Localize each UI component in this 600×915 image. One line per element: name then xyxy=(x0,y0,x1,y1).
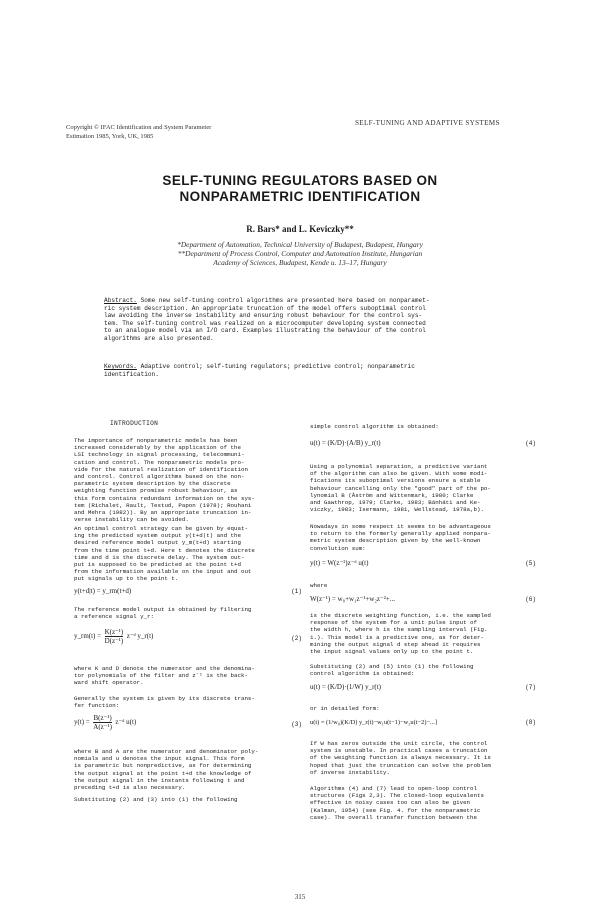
right-paragraph-2: Using a polynomial separation, a predictive variant of the algorithm can also be given. With some modi- fications its suboptimal versions ensure a stable behaviour cancelling only the "good" part of the po- lynomial B (Åström and Wittenmark, 1980; Clarke and Gawthrop, 1979; Clarke, 1983; Bánháti and Ke- viczky, 1983; Isermann, 1981, Wellstead, 1978a,b). xyxy=(310,463,491,514)
abstract-line: law avoiding the inverse instability and ensuring robust behaviour for the control sys- xyxy=(104,312,423,320)
affiliation-line: **Department of Process Control, Computer and Automation Institute, Hungarian xyxy=(177,249,423,259)
right-where: where xyxy=(310,582,328,589)
intro-paragraph-1: The importance of nonparametric models has been increased considerably by the application of the LSI technology in signal processing, telecommuni- cation and control. The nonparametric models pro- vide for the natural realization of identification and control. Control algorithms based on the non- parametric system description by the discrete weighting function promise robust behaviour, as this form contains redundant information on the sys- tem (Richalet, Rault, Testud, Papon (1978); Rouhani and Mehra (1982)). By an appropriate truncation in- verse instability can be avoided. xyxy=(74,437,255,524)
keywords-line: Adaptive control; self-tuning regulators; predictive control; nonparametric xyxy=(140,363,415,370)
copyright-line-2: Estimation 1985, York, UK, 1985 xyxy=(66,133,154,140)
equation-8: u(t) = (1/w₀)(K/D) y_r(t)−w₁u(t−1)−w₂u(t−2)−...] (8) xyxy=(310,719,536,726)
intro-paragraph-4: where K and D denote the numerator and the denomina- tor polynomials of the filter and z⁻¹ is the back- ward shift operator. xyxy=(74,665,255,687)
equation-4: u(t) = (K/D)·(A/B) y_r(t) (4) xyxy=(310,439,536,447)
intro-paragraph-5: Generally the system is given by its discrete trans- fer function: xyxy=(74,695,255,710)
intro-paragraph-2: An optimal control strategy can be given by equat- ing the predicted system output y(t+d|t) and the desired reference model output y_m(t+d) starting from the time point t+d. Here t denotes the discrete time and d is the discrete delay. The system out- put is supposed to be predicted at the point t+d from the information available on the input and out put signals up to the point t. xyxy=(74,525,255,583)
title-line-2: NONPARAMETRIC IDENTIFICATION xyxy=(179,189,421,204)
abstract xyxy=(104,297,500,343)
authors: R. Bars* and L. Keviczky** xyxy=(246,224,354,234)
affiliations xyxy=(0,240,600,268)
copyright-notice xyxy=(66,123,286,141)
right-paragraph-4: is the discrete weighting function, i.e. the sampled response of the system for a unit pulse input of the width h, where h is the sampling interval (Fig. 1.). This model is a predictive one, as for deter- mining the output signal d step ahead it requires the input signal values only up to the point t. xyxy=(310,612,491,656)
abstract-line: tem. The self-tuning control was realized on a microcomputer developing system connected xyxy=(104,319,426,327)
abstract-line: algorithms are also presented. xyxy=(104,334,214,342)
right-paragraph-3: Nowadays in some respect it seems to be advantageous to return to the formerly generally applied nonpara- metric system description given by the well-known convolution sum: xyxy=(310,523,491,552)
title-line-1: SELF-TUNING REGULATORS BASED ON xyxy=(162,173,438,188)
abstract-line: Some new self-tuning control algorithms are presented here based on nonparamet- xyxy=(140,297,430,304)
right-paragraph-6: or in detailed form: xyxy=(310,705,380,712)
right-paragraph-5: Substituting (2) and (5) into (1) the following control algorithm is obtained: xyxy=(310,663,474,678)
equation-1: y(t+d|t) = y_rm(t+d) (1) xyxy=(74,587,302,595)
intro-paragraph-3: The reference model output is obtained by filtering a reference signal y_r: xyxy=(74,606,252,621)
keywords-label: Keywords. xyxy=(104,363,137,370)
paper-title xyxy=(0,173,600,205)
affiliation-line: Academy of Sciences, Budapest, Kende u. 13–17, Hungary xyxy=(213,258,387,268)
introduction-heading: INTRODUCTION xyxy=(110,420,159,427)
abstract-label: Abstract. xyxy=(104,297,137,304)
equation-7: u(t) = (K/D)·(1/W) y_r(t) (7) xyxy=(310,683,536,691)
equation-2: y_rm(t) = $\frac{\text{K(z⁻¹)}}{\text{D(z⁻¹)}}$ z⁻ᵈ y_r(t) (2) xyxy=(74,628,302,645)
abstract-line: ric system description. An appropriate truncation of the model offers suboptimal control xyxy=(104,304,426,312)
keywords xyxy=(104,363,500,378)
right-paragraph-1: simple control algorithm is obtained: xyxy=(310,423,439,430)
copyright-line-1: Copyright © IFAC Identification and System Parameter xyxy=(66,124,212,131)
equation-3: y(t) = $\frac{\text{B(z⁻¹)}}{\text{A(z⁻¹)}}$ z⁻ᵈ u(t) (3) xyxy=(74,714,302,731)
running-header: SELF-TUNING AND ADAPTIVE SYSTEMS xyxy=(355,119,500,127)
intro-paragraph-7: Substituting (2) and (3) into (1) the following xyxy=(74,796,238,803)
right-paragraph-7: If W has zeros outside the unit circle, the control system is unstable. In practical cases a truncation of the weighting function is always necessary. It is hoped that just the truncation can solve the problem of inverse instability. xyxy=(310,740,491,776)
equation-6: W(z⁻¹) = w₀+w₁z⁻¹+w₂z⁻²+... (6) xyxy=(310,595,536,603)
keywords-line: identification. xyxy=(104,370,159,378)
page-number: 315 xyxy=(294,893,306,901)
right-paragraph-8: Algorithms (4) and (7) lead to open-loop control structures (Figs 2,3). The closed-loop equivalents effective in noisy cases too can also be given (Kalman, 1954) (see Fig. 4. for the nonparametric case). The overall transfer function between the xyxy=(310,785,484,821)
affiliation-line: *Department of Automation, Technical University of Budapest, Budapest, Hungary xyxy=(177,240,423,249)
abstract-line: to an analogue model via an I/O card. Examples illustrating the behaviour of the control xyxy=(104,327,426,335)
intro-paragraph-6: where B and A are the numerator and denominator poly- nomials and u denotes the input signal. This form is parametric but nonpredictive, as for determining the output signal at the point t+d the knowledge of the output signal in the instants following t and preceding t+d is also necessary. xyxy=(74,748,259,792)
equation-5: y(t) = W(z⁻¹)z⁻ᵈ u(t) (5) xyxy=(310,559,536,567)
